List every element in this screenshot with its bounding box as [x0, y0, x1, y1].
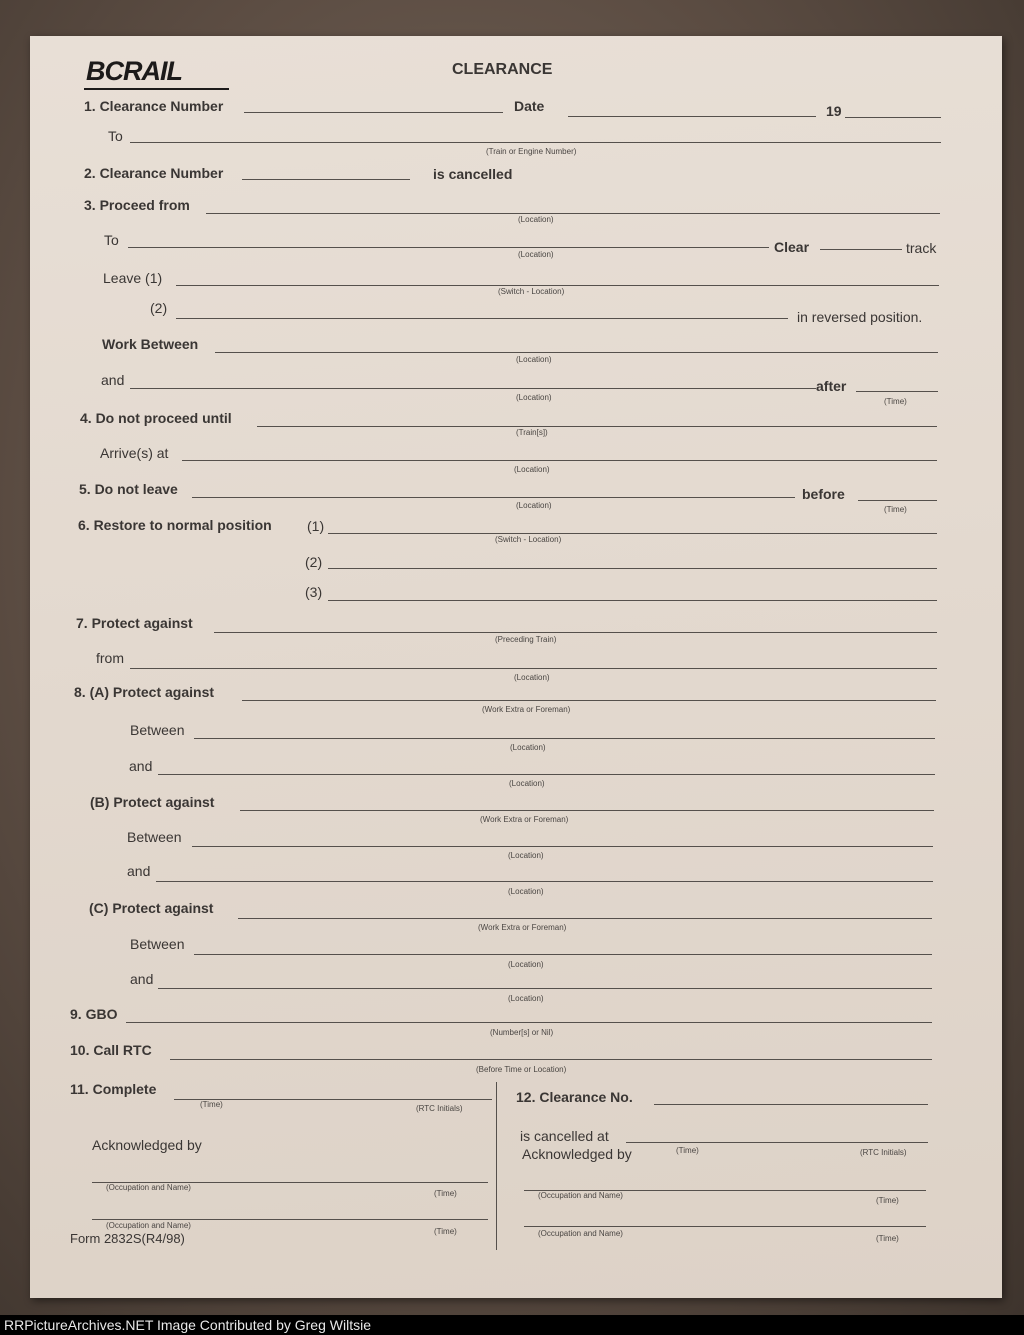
s8c-hint-between: (Location)	[508, 960, 544, 969]
s8c-hint-and: (Location)	[508, 994, 544, 1003]
s7-from-field[interactable]	[130, 668, 937, 669]
s8c-and-label: and	[130, 971, 154, 987]
s3-hint-leave: (Switch - Location)	[498, 287, 565, 296]
s4-label: 4. Do not proceed until	[80, 410, 232, 426]
s3-leave2-label: (2)	[150, 300, 168, 316]
s12-ack-field-2[interactable]	[524, 1226, 926, 1227]
s8a-and-label: and	[129, 758, 153, 774]
s7-label: 7. Protect against	[76, 615, 193, 631]
s7-from-label: from	[96, 650, 124, 666]
s8a-hint-and: (Location)	[509, 779, 545, 788]
s5-hint-time: (Time)	[884, 505, 907, 514]
s5-label: 5. Do not leave	[79, 481, 178, 497]
s8b-label: (B) Protect against	[90, 794, 215, 810]
s2-suffix: is cancelled	[433, 166, 513, 182]
s6-n1: (1)	[307, 518, 325, 534]
s5-before-label: before	[802, 486, 845, 502]
s8a-label: 8. (A) Protect against	[74, 684, 215, 700]
s4-until-field[interactable]	[257, 426, 937, 427]
s5-before-field[interactable]	[858, 500, 937, 501]
form-title: CLEARANCE	[452, 61, 553, 78]
image-credit: RRPictureArchives.NET Image Contributed by Greg Wiltsie	[4, 1317, 371, 1333]
s1-year: 19	[826, 103, 842, 119]
s3-leave1-field[interactable]	[176, 285, 939, 286]
section-divider	[496, 1082, 497, 1250]
s3-reversed-label: in reversed position.	[797, 309, 923, 325]
s3-and-field[interactable]	[130, 388, 816, 389]
s3-after-field[interactable]	[856, 391, 938, 392]
s6-field-1[interactable]	[328, 533, 937, 534]
s11-hint-time: (Time)	[200, 1100, 223, 1109]
s7-hint-from: (Location)	[514, 673, 550, 682]
s3-clear-label: Clear	[774, 239, 810, 255]
s8b-and-label: and	[127, 863, 151, 879]
s11-label: 11. Complete	[70, 1081, 157, 1097]
s8c-and-field[interactable]	[158, 988, 932, 989]
s8c-label: (C) Protect against	[89, 900, 214, 916]
s8c-between-field[interactable]	[194, 954, 932, 955]
s12-cancel-field[interactable]	[626, 1142, 928, 1143]
s3-hint-from: (Location)	[518, 215, 554, 224]
s8b-against-field[interactable]	[240, 810, 934, 811]
s8c-hint: (Work Extra or Foreman)	[478, 923, 567, 932]
s3-hint-and: (Location)	[516, 393, 552, 402]
s3-hint-time: (Time)	[884, 397, 907, 406]
s1-to-field[interactable]	[130, 142, 941, 143]
s12-hint-occ-1: (Occupation and Name)	[538, 1191, 623, 1200]
s6-n3: (3)	[305, 584, 323, 600]
s2-number-field[interactable]	[242, 179, 410, 180]
s8a-hint: (Work Extra or Foreman)	[482, 705, 571, 714]
s8c-between-label: Between	[130, 936, 185, 952]
s11-hint-time-1: (Time)	[434, 1189, 457, 1198]
s8a-between-field[interactable]	[194, 738, 935, 739]
s12-number-field[interactable]	[654, 1104, 928, 1105]
s8b-hint: (Work Extra or Foreman)	[480, 815, 569, 824]
s4-arrive-field[interactable]	[182, 460, 937, 461]
s8a-against-field[interactable]	[242, 700, 936, 701]
s10-hint: (Before Time or Location)	[476, 1065, 567, 1074]
s11-hint-time-2: (Time)	[434, 1227, 457, 1236]
s3-and-label: and	[101, 372, 125, 388]
s10-label: 10. Call RTC	[70, 1042, 152, 1058]
s12-hint-time-1: (Time)	[876, 1196, 899, 1205]
s1-year-field[interactable]	[845, 117, 941, 118]
bcrail-logo: BCRAIL	[86, 56, 182, 86]
s8a-and-field[interactable]	[158, 774, 935, 775]
s7-against-field[interactable]	[214, 632, 937, 633]
s3-work-field[interactable]	[215, 352, 938, 353]
s8a-hint-between: (Location)	[510, 743, 546, 752]
s1-to-label: To	[108, 128, 123, 144]
s1-label: 1. Clearance Number	[84, 98, 224, 114]
s12-ack-label: Acknowledged by	[522, 1146, 632, 1162]
s3-to-label: To	[104, 232, 119, 248]
s6-n2: (2)	[305, 554, 323, 570]
s3-hint-to: (Location)	[518, 250, 554, 259]
s1-number-field[interactable]	[244, 112, 503, 113]
s1-date-label: Date	[514, 98, 545, 114]
s9-hint: (Number[s] or Nil)	[490, 1028, 554, 1037]
s6-field-3[interactable]	[328, 600, 937, 601]
s11-hint-rtc: (RTC Initials)	[416, 1104, 463, 1113]
s8b-and-field[interactable]	[156, 881, 933, 882]
s3-label: 3. Proceed from	[84, 197, 190, 213]
s12-hint-rtc: (RTC Initials)	[860, 1148, 907, 1157]
s8b-between-label: Between	[127, 829, 182, 845]
s11-ack-field-2[interactable]	[92, 1219, 488, 1220]
s3-hint-work: (Location)	[516, 355, 552, 364]
s8b-hint-and: (Location)	[508, 887, 544, 896]
s3-to-field[interactable]	[128, 247, 769, 248]
s4-hint-arrive: (Location)	[514, 465, 550, 474]
s2-label: 2. Clearance Number	[84, 165, 224, 181]
s11-ack-label: Acknowledged by	[92, 1137, 202, 1153]
s5-leave-field[interactable]	[192, 497, 795, 498]
s12-label: 12. Clearance No.	[516, 1089, 633, 1105]
clearance-form	[30, 36, 1002, 1298]
s3-from-field[interactable]	[206, 213, 940, 214]
s7-hint: (Preceding Train)	[495, 635, 557, 644]
s8b-between-field[interactable]	[192, 846, 933, 847]
s12-hint-time: (Time)	[676, 1146, 699, 1155]
s6-field-2[interactable]	[328, 568, 937, 569]
s12-hint-occ-2: (Occupation and Name)	[538, 1229, 623, 1238]
s5-hint: (Location)	[516, 501, 552, 510]
s8a-between-label: Between	[130, 722, 185, 738]
s11-hint-occ-2: (Occupation and Name)	[106, 1221, 191, 1230]
logo-underline	[84, 88, 229, 90]
s8c-against-field[interactable]	[238, 918, 932, 919]
s4-hint: (Train[s])	[516, 428, 548, 437]
image-credit-bar	[0, 1315, 1024, 1335]
s3-clear-field[interactable]	[820, 249, 902, 250]
s11-hint-occ-1: (Occupation and Name)	[106, 1183, 191, 1192]
s6-hint: (Switch - Location)	[495, 535, 562, 544]
s1-hint: (Train or Engine Number)	[486, 147, 577, 156]
form-number: Form 2832S(R4/98)	[70, 1231, 185, 1246]
s8b-hint-between: (Location)	[508, 851, 544, 860]
s3-track-label: track	[906, 240, 937, 256]
s12-cancel-label: is cancelled at	[520, 1128, 609, 1144]
s3-after-label: after	[816, 378, 847, 394]
s6-label: 6. Restore to normal position	[78, 517, 272, 533]
s3-work-label: Work Between	[102, 336, 199, 352]
s9-gbo-field[interactable]	[126, 1022, 932, 1023]
s9-label: 9. GBO	[70, 1006, 118, 1022]
s3-leave2-field[interactable]	[176, 318, 788, 319]
s1-date-field[interactable]	[568, 116, 816, 117]
s10-rtc-field[interactable]	[170, 1059, 932, 1060]
s4-arrive-label: Arrive(s) at	[100, 445, 169, 461]
s3-leave-label: Leave (1)	[103, 270, 163, 286]
s12-hint-time-2: (Time)	[876, 1234, 899, 1243]
